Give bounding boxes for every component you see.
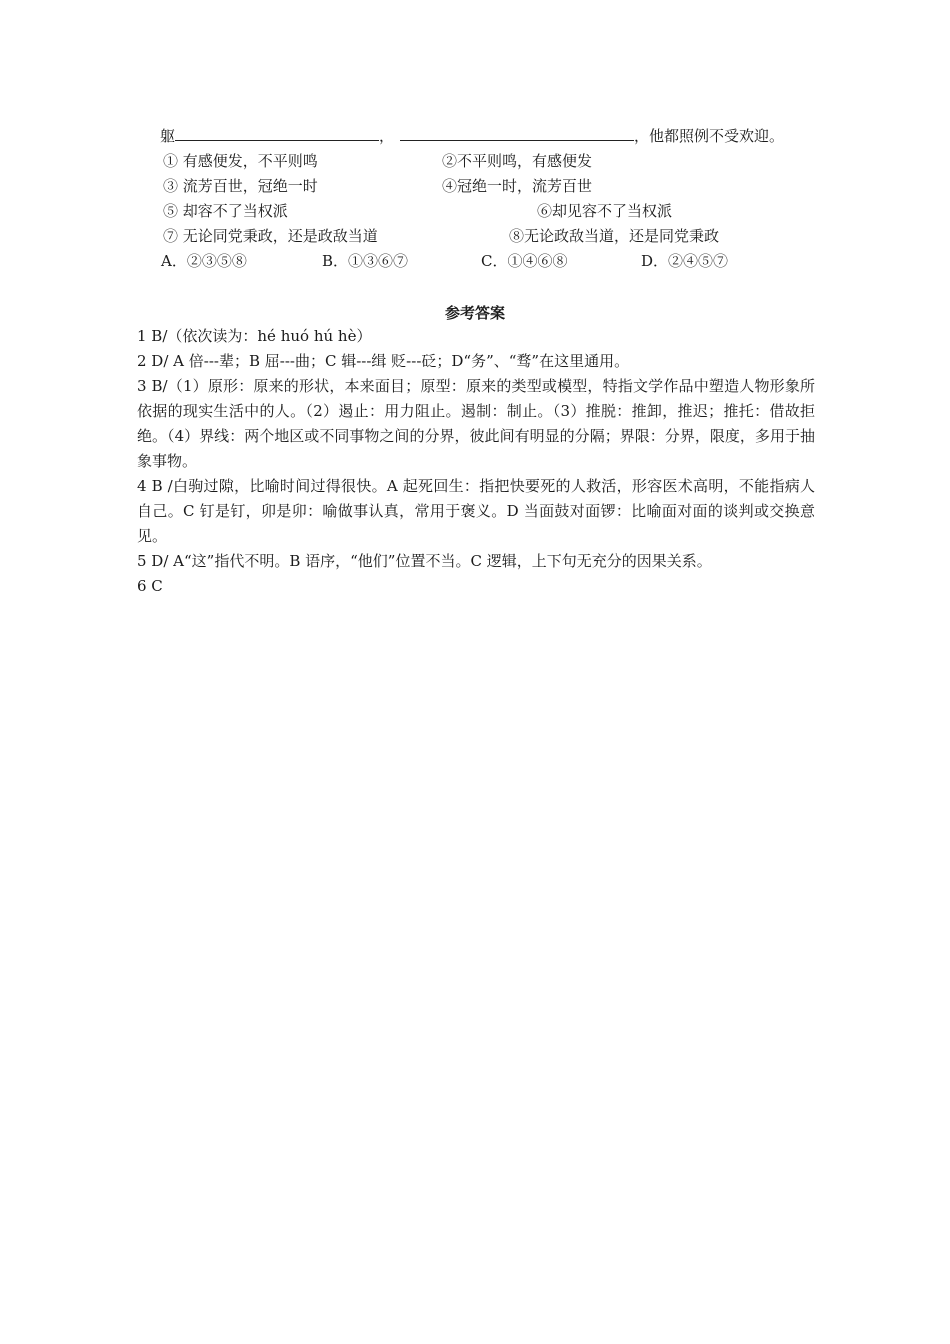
question-separator: ， — [379, 127, 395, 145]
answer-3: 3 B/（1）原形：原来的形状，本来面目；原型：原来的类型或模型，特指文学作品中塑造人物形象所依据的现实生活中的人。（2）遏止：用力阻止。遏制：制止。（3）推脱：推卸，推迟；推托：借故拒绝。（4）界线：两个地区或不同事物之间的分界，彼此间有明显的分隔；界限：分界，限度，多用于抽象事物。 — [137, 377, 815, 470]
choice-b: B．①③⑥⑦ — [322, 252, 409, 270]
question-suffix: ，他都照例不受欢迎。 — [634, 127, 785, 145]
option-1: ① 有感便发，不平则鸣 — [163, 152, 318, 170]
answer-2: 2 D/ A 倍---辈；B 屈---曲；C 辑---缉 贬---砭；D“务”、“骛”在这里通用。 — [137, 352, 630, 370]
option-4: ④冠绝一时，流芳百世 — [442, 177, 593, 195]
choice-c: C．①④⑥⑧ — [481, 252, 568, 270]
answer-1: 1 B/（依次读为：hé huó hú hè） — [137, 327, 372, 345]
answer-5: 5 D/ A“这”指代不明。B 语序，“他们”位置不当。C 逻辑，上下句无充分的因果关系。 — [137, 552, 712, 570]
answer-blank-1 — [175, 126, 379, 141]
choice-d: D．②④⑤⑦ — [641, 252, 729, 270]
option-8: ⑧无论政敌当道，还是同党秉政 — [509, 227, 720, 245]
choice-a: A．②③⑤⑧ — [161, 252, 247, 270]
option-6: ⑥却见容不了当权派 — [537, 202, 673, 220]
answer-6: 6 C — [137, 577, 163, 595]
option-3: ③ 流芳百世，冠绝一时 — [163, 177, 318, 195]
answer-heading: 参考答案 — [444, 304, 505, 322]
question-prefix: 躯 — [160, 127, 176, 145]
option-5: ⑤ 却容不了当权派 — [163, 202, 288, 220]
option-7: ⑦ 无论同党秉政，还是政敌当道 — [163, 227, 378, 245]
question-tail-line — [160, 126, 784, 146]
answer-blank-2 — [400, 126, 634, 141]
answer-4: 4 B /白驹过隙，比喻时间过得很快。A 起死回生：指把快要死的人救活，形容医术高明，不能指病人自己。C 钉是钉，卯是卯：喻做事认真，常用于褒义。D 当面鼓对面锣：比喻面对面的谈判或交换意见。 — [137, 477, 815, 545]
option-2: ②不平则鸣，有感便发 — [442, 152, 593, 170]
